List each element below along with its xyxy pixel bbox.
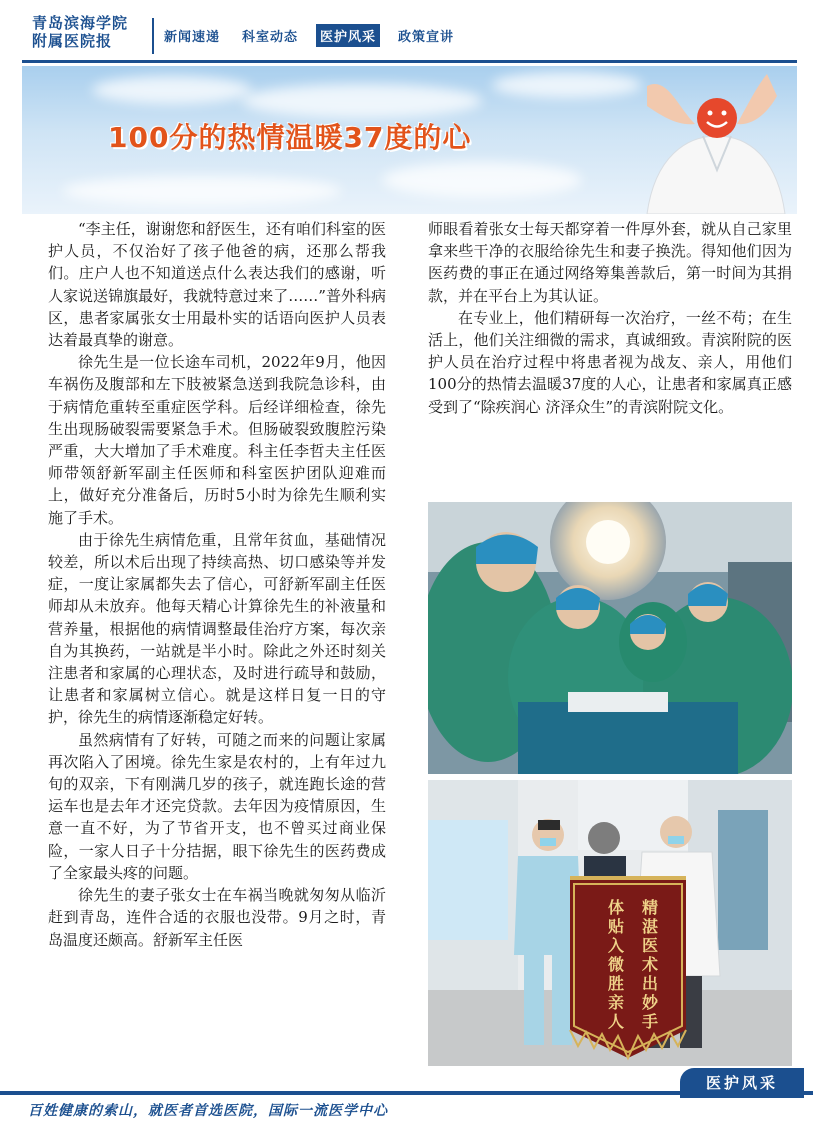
banner-inscription-2: 体贴入微胜亲人 [608,898,625,1031]
award-banner-photo [428,780,792,1066]
nurse-heart-hands-image [607,66,797,214]
article-column-right [428,218,792,418]
paragraph-continued: 师眼看着张女士每天都穿着一件厚外套，就从自己家里拿来些干净的衣服给徐先生和妻子换洗。得知他们因为医药费的事正在通过网络筹集善款后，第一时间为其捐款，并在平台上为其认证。 [428,220,792,305]
logo-line1: 青岛滨海学院 [32,14,129,32]
article-headline: 100分的热情温暖37度的心 [108,121,472,154]
section-nav [160,24,458,47]
nav-news[interactable]: 新闻速递 [164,30,221,45]
nav-policy[interactable]: 政策宣讲 [398,30,455,45]
paragraph: 由于徐先生病情危重，且常年贫血，基础情况较差，所以术后出现了持续高热、切口感染等并发症，一度让家属都失去了信心，可舒新军副主任医师却从未放弃。他每天精心计算徐先生的补液量和营养量，根据他的病情调整最佳治疗方案，每次亲自为其换药，一站就是半小时。除此之外还时刻关注患者和家属的心理状态，及时进行疏导和鼓励，让患者和家属树立信心。就是这样日复一日的守护，徐先生的病情逐渐稳定好转。 [48,530,386,727]
masthead [22,10,797,58]
paragraph: 在专业上，他们精研每一次治疗，一丝不苟；在生活上，他们关注细微的需求，真诚细致。青滨附院的医护人员在治疗过程中将患者视为战友、亲人，用他们100分的热情去温暖37度的人心，让患者和家属真正感受到了“除疾润心 济泽众生”的青滨附院文化。 [428,308,792,416]
footer-slogan: 百姓健康的索山，就医者首选医院，国际一流医学中心 [28,1103,388,1119]
banner-inscription-1: 精湛医术出妙手 [642,898,659,1031]
footer-section-tag: 医护风采 [680,1068,804,1098]
paragraph: “李主任，谢谢您和舒医生，还有咱们科室的医护人员，不仅治好了孩子他爸的病，还那么帮我们。庄户人也不知道送点什么表达我们的感谢，听人家说送锦旗最好，我就特意过来了……”普外科病区，患者家属张女士用最朴实的话语向医护人员表达着最真挚的谢意。 [48,220,386,350]
paragraph: 徐先生的妻子张女士在车祸当晚就匆匆从临沂赶到青岛，连件合适的衣服也没带。9月之时，青岛温度还颇高。舒新军主任医 [48,886,386,949]
nav-medical-staff[interactable]: 医护风采 [316,24,380,47]
paragraph: 虽然病情有了好转，可随之而来的问题让家属再次陷入了困境。徐先生家是农村的，上有年过九旬的双亲，下有刚满几岁的孩子，就连跑长途的营运车也是去年才还完贷款。去年因为疫情原因，生意一直不好，为了节省开支，也不曾买过商业保险，一家人日子十分拮据，眼下徐先生的医药费成了全家最头疼的问题。 [48,730,386,882]
nav-department[interactable]: 科室动态 [242,30,299,45]
newspaper-logo [32,14,150,50]
surgery-photo [428,502,792,774]
article-column-left [48,218,386,951]
title-banner [22,66,797,214]
logo-divider [152,18,154,54]
logo-line2: 附属医院报 [32,32,113,50]
paragraph: 徐先生是一位长途车司机，2022年9月，他因车祸伤及腹部和左下肢被紧急送到我院急诊科，由于病情危重转至重症医学科。后经详细检查，徐先生出现肠破裂需要紧急手术。但肠破裂致腹腔污染严重，大大增加了手术难度。科主任李哲夫主任医师带领舒新军副主任医师和科室医护团队迎难而上，做好充分准备后，历时5小时为徐先生顺利实施了手术。 [48,353,386,527]
header-rule [22,60,797,63]
